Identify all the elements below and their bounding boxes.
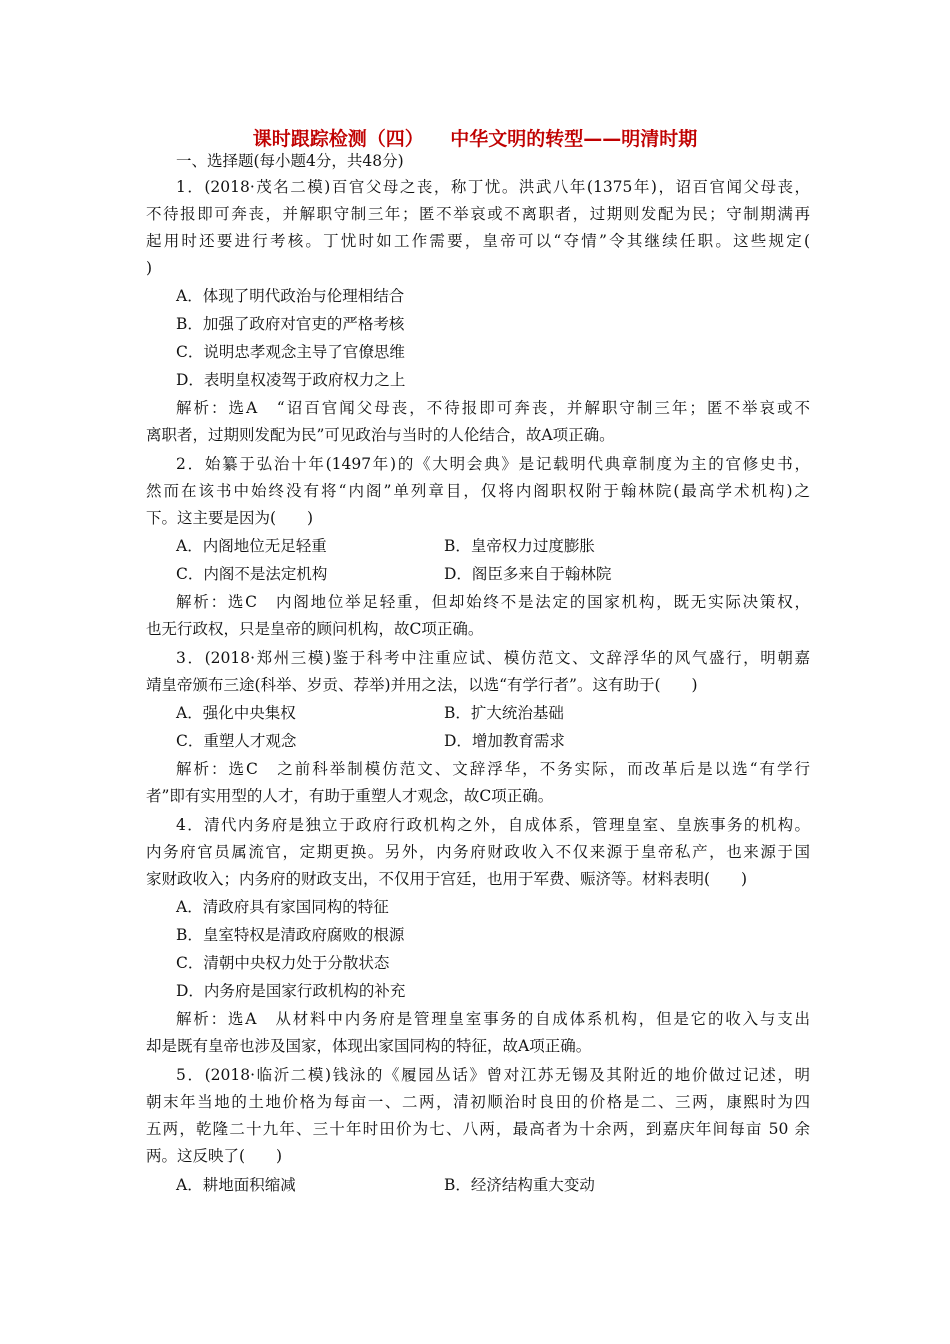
question-2-analysis: 解析：选C 内阁地位举足轻重，但却始终不是法定的国家机构，既无实际决策权， [176, 593, 810, 611]
question-1-line: 不待报即可奔丧，并解职守制三年；匿不举哀或不离职者，过期则发配为民；守制期满再 [146, 205, 810, 223]
question-3-line: 靖皇帝颁布三途(科举、岁贡、荐举)并用之法，以选“有学行者”。这有助于( ) [146, 676, 698, 694]
question-1-analysis: 离职者，过期则发配为民”可见政治与当时的人伦结合，故A项正确。 [146, 426, 615, 444]
question-1-analysis: 解析：选A “诏百官闻父母丧，不待报即可奔丧，并解职守制三年；匿不举哀或不 [176, 399, 810, 417]
question-1-option-d: D．表明皇权凌驾于政府权力之上 [176, 371, 406, 389]
question-5-option-b: B．经济结构重大变动 [444, 1176, 595, 1194]
question-1-line: 1．(2018·茂名二模)百官父母之丧，称丁忧。洪武八年(1375年)，诏百官闻父母丧， [176, 178, 810, 196]
question-1-option-c: C．说明忠孝观念主导了官僚思维 [176, 343, 405, 361]
question-3-line: 3．(2018·郑州三模)鉴于科考中注重应试、模仿范文、文辞浮华的风气盛行，明朝嘉 [176, 649, 810, 667]
question-4-line: 家财政收入；内务府的财政支出，不仅用于宫廷，也用于军费、赈济等。材料表明( ) [146, 870, 748, 888]
question-2-line: 下。这主要是因为( ) [146, 509, 314, 527]
question-2-option-a: A．内阁地位无足轻重 [176, 537, 327, 555]
question-4-option-b: B．皇室特权是清政府腐败的根源 [176, 926, 405, 944]
question-4-line: 4．清代内务府是独立于政府行政机构之外，自成体系，管理皇室、皇族事务的机构。 [176, 816, 810, 834]
question-2-line: 然而在该书中始终没有将“内阁”单列章目，仅将内阁职权附于翰林院(最高学术机构)之 [146, 482, 810, 500]
question-4-option-c: C．清朝中央权力处于分散状态 [176, 954, 390, 972]
page-title: 课时跟踪检测（四） 中华文明的转型——明清时期 [252, 128, 698, 150]
question-4-analysis: 却是既有皇帝也涉及国家，体现出家国同构的特征，故A项正确。 [146, 1037, 592, 1055]
question-3-option-b: B．扩大统治基础 [444, 704, 564, 722]
question-3-option-d: D．增加教育需求 [444, 732, 565, 750]
question-1-option-b: B．加强了政府对官吏的严格考核 [176, 315, 405, 333]
question-4-option-a: A．清政府具有家国同构的特征 [176, 898, 389, 916]
question-4-analysis: 解析：选A 从材料中内务府是管理皇室事务的自成体系机构，但是它的收入与支出 [176, 1010, 810, 1028]
question-5-line: 五两，乾隆二十九年、三十年时田价为七、八两，最高者为十余两，到嘉庆年间每亩 50 余 [146, 1120, 810, 1138]
question-3-analysis: 者”即有实用型的人才，有助于重塑人才观念，故C项正确。 [146, 787, 554, 805]
question-5-line: 两。这反映了( ) [146, 1147, 283, 1165]
question-2-line: 2．始纂于弘治十年(1497年)的《大明会典》是记载明代典章制度为主的官修史书， [176, 455, 810, 473]
question-2-option-d: D．阁臣多来自于翰林院 [444, 565, 612, 583]
question-1-option-a: A．体现了明代政治与伦理相结合 [176, 287, 405, 305]
question-1-line: ) [146, 259, 153, 277]
question-2-option-b: B．皇帝权力过度膨胀 [444, 537, 595, 555]
question-5-line: 朝末年当地的土地价格为每亩一、二两，清初顺治时良田的价格是二、三两，康熙时为四 [146, 1093, 810, 1111]
question-3-analysis: 解析：选C 之前科举制模仿范文、文辞浮华，不务实际，而改革后是以选“有学行 [176, 760, 810, 778]
question-2-option-c: C．内阁不是法定机构 [176, 565, 328, 583]
question-4-option-d: D．内务府是国家行政机构的补充 [176, 982, 406, 1000]
question-5-option-a: A．耕地面积缩减 [176, 1176, 296, 1194]
question-4-line: 内务府官员属流官，定期更换。另外，内务府财政收入不仅来源于皇帝私产，也来源于国 [146, 843, 810, 861]
question-3-option-c: C．重塑人才观念 [176, 732, 297, 750]
question-3-option-a: A．强化中央集权 [176, 704, 296, 722]
question-2-analysis: 也无行政权，只是皇帝的顾问机构，故C项正确。 [146, 620, 484, 638]
question-5-line: 5．(2018·临沂二模)钱泳的《履园丛话》曾对江苏无锡及其附近的地价做过记述，明 [176, 1066, 810, 1084]
section-heading: 一、选择题(每小题4分，共48分) [176, 152, 404, 170]
question-1-line: 起用时还要进行考核。丁忧时如工作需要，皇帝可以“夺情”令其继续任职。这些规定( [146, 232, 810, 250]
